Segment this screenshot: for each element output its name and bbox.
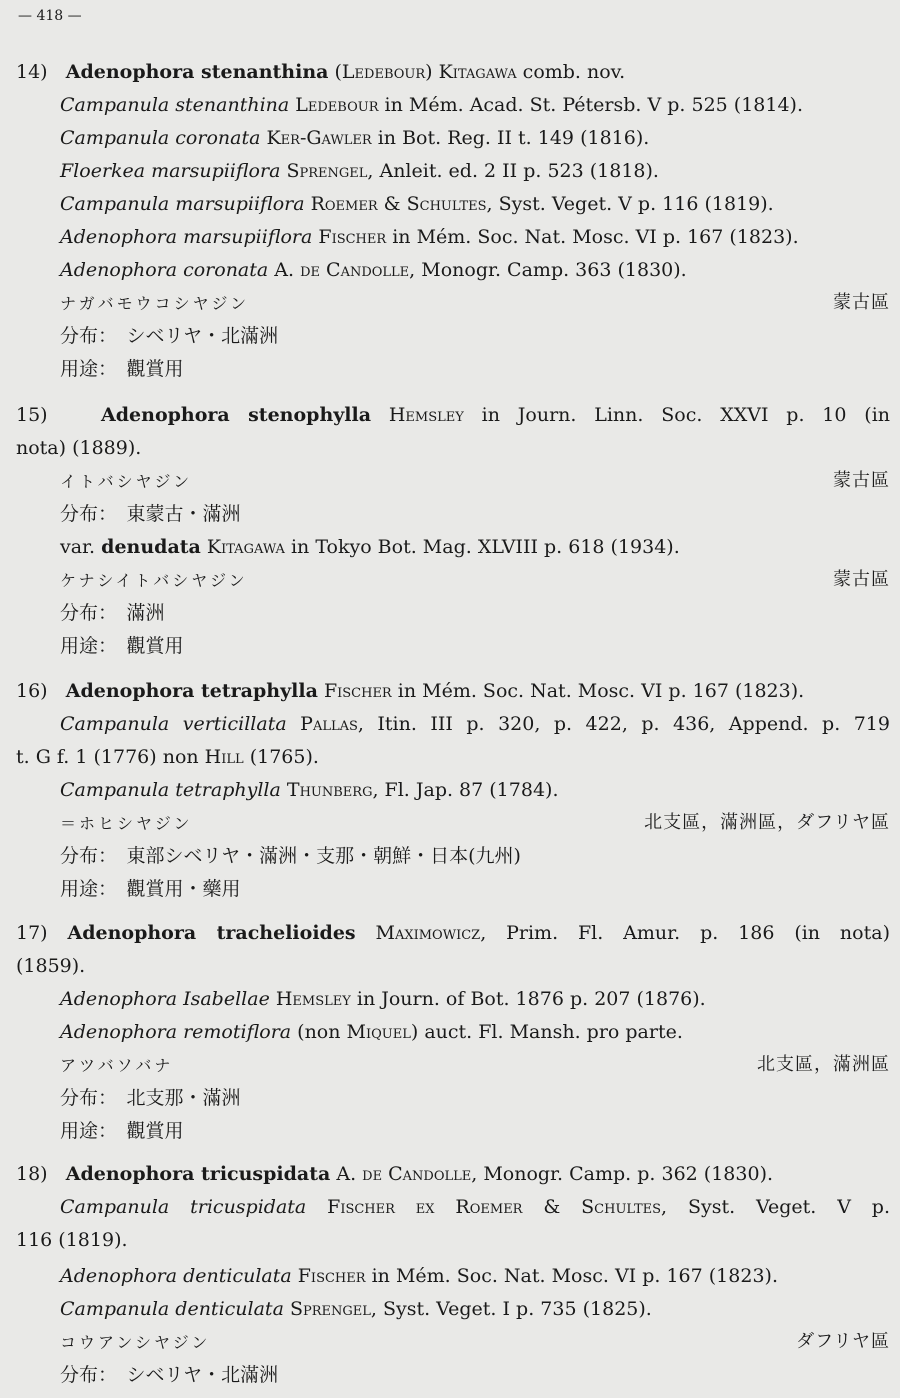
variety: var. denudata Kitagawa in Tokyo Bot. Mag. XLVIII p. 618 (1934). <box>60 536 680 558</box>
usage: 用途： 觀賞用 <box>60 358 184 380</box>
species-name: Adenophora trachelioides <box>67 922 356 944</box>
synonym: Floerkea marsupiiflora Sprengel, Anleit. ed. 2 II p. 523 (1818). <box>60 160 659 182</box>
synonym: Adenophora denticulata Fischer in Mém. Soc. Nat. Mosc. VI p. 167 (1823). <box>60 1265 778 1287</box>
synonym: Adenophora marsupiiflora Fischer in Mém. Soc. Nat. Mosc. VI p. 167 (1823). <box>60 226 799 248</box>
entry-heading: 16) Adenophora tetraphylla Fischer in Mém. Soc. Nat. Mosc. VI p. 167 (1823). <box>16 680 805 702</box>
usage: 用途： 觀賞用 <box>60 1120 184 1142</box>
page-number: — 418 — <box>18 8 82 24</box>
distribution: 分布： シベリヤ・北滿洲 <box>60 1364 279 1386</box>
japanese-name: ケナシイトバシヤジン <box>60 571 248 590</box>
synonym: Adenophora remotiflora (non Miquel) auct. Fl. Mansh. pro parte. <box>60 1021 683 1043</box>
entry-heading: 17) Adenophora trachelioides Maximowicz, Prim. Fl. Amur. p. 186 (in nota) <box>16 922 890 944</box>
synonym: Campanula stenanthina Ledebour in Mém. Acad. St. Pétersb. V p. 525 (1814). <box>60 94 804 116</box>
species-name: Adenophora tricuspidata <box>65 1163 331 1185</box>
japanese-name: イトバシヤジン <box>60 472 193 491</box>
synonym: Campanula coronata Ker-Gawler in Bot. Reg. II t. 149 (1816). <box>60 127 650 149</box>
document-page: — 418 — 14) Adenophora stenanthina (Ledebour) Kitagawa comb. nov. Campanula stenanthina Ledebour in Mém. Acad. St. Pétersb. V p. 525 (1814). Campanula coronata Ker-Gawler in Bot. Reg. II t. 149 (1816). Floerkea marsupiiflora Sprengel, Anleit. ed. 2 II p. 523 (1818). Campanula marsupiiflora Roemer & Schultes, Syst. Veget. V p. 116 (1819). Adenophora marsupiiflora Fischer in Mém. Soc. Nat. Mosc. VI p. 167 (1823). Adenophora coronata A. de Candolle, Monogr. Camp. 363 (1830). ナガバモウコシヤジン 蒙古區 分布： シベリヤ・北滿洲 用途： 觀賞用 15) Adenophora stenophylla Hemsley in Journ. Linn. Soc. XXVI p. 10 (in nota) (1889). イトバシヤジン 蒙古區 分布： 東蒙古・滿洲 var. denudata Kitagawa in Tokyo Bot. Mag. XLVIII p. 618 (1934). ケナシイトバシヤジン 蒙古區 分布： 滿洲 用途： 觀賞用 16) Adenophora tetraphylla Fischer in Mém. Soc. Nat. Mosc. VI p. 167 (1823). Campanula verticillata Pallas, Itin. III p. 320, p. 422, p. 436, Append. p. 719 t. G f. 1 (1776) non Hill (1765). Campanula tetraphylla Thunberg, Fl. Jap. 87 (1784). ＝ホヒシヤジン 北支區，滿洲區，ダフリヤ區 分布： 東部シベリヤ・滿洲・支那・朝鮮・日本(九州) 用途： 觀賞用・藥用 17) Adenophora trachelioides Maximowicz, Prim. Fl. Amur. p. 186 (in nota) (1859). Adenophora Isabellae Hemsley in Journ. of Bot. 1876 p. 207 (1876). Adenophora remotiflora (non Miquel) auct. Fl. Mansh. pro parte. アツバソバナ 北支區，滿洲區 分布： 北支那・滿洲 用途： 觀賞用 18) Adenophora tricuspidata A. de Candolle, Monogr. Camp. p. 362 (1830). Campanula tricuspidata Fischer ex Roemer & Schultes, Syst. Veget. V p. 116 (1819). Adenophora denticulata Fischer in Mém. Soc. Nat. Mosc. VI p. 167 (1823). Campanula denticulata Sprengel, Syst. Veget. I p. 735 (1825). コウアンシヤジン ダフリヤ區 分布： シベリヤ・北滿洲 <box>0 0 900 1398</box>
synonym: Campanula tetraphylla Thunberg, Fl. Jap. 87 (1784). <box>60 779 559 801</box>
distribution: 分布： 北支那・滿洲 <box>60 1087 241 1109</box>
region: 北支區，滿洲區 <box>757 1054 890 1075</box>
japanese-name: ＝ホヒシヤジン <box>60 814 193 833</box>
author: Maximowicz <box>375 922 481 944</box>
japanese-name: ナガバモウコシヤジン <box>60 294 250 313</box>
region: 北支區，滿洲區，ダフリヤ區 <box>644 812 890 833</box>
usage: 用途： 觀賞用 <box>60 635 184 657</box>
region: ダフリヤ區 <box>796 1331 890 1352</box>
entry-heading: 15) Adenophora stenophylla Hemsley in Journ. Linn. Soc. XXVI p. 10 (in <box>16 404 891 426</box>
entry-heading: 14) Adenophora stenanthina (Ledebour) Kitagawa comb. nov. <box>16 61 626 83</box>
region: 蒙古區 <box>833 292 890 313</box>
synonym: Campanula tricuspidata Fischer ex Roemer & Schultes, Syst. Veget. V p. <box>60 1196 891 1218</box>
author: Fischer <box>323 680 392 702</box>
synonym: Adenophora coronata A. de Candolle, Monogr. Camp. 363 (1830). <box>60 259 687 281</box>
japanese-name-line <box>60 808 890 838</box>
synonym: Adenophora Isabellae Hemsley in Journ. of Bot. 1876 p. 207 (1876). <box>60 988 706 1010</box>
synonym: Campanula denticulata Sprengel, Syst. Veget. I p. 735 (1825). <box>60 1298 652 1320</box>
synonym: Campanula verticillata Pallas, Itin. III p. 320, p. 422, p. 436, Append. p. 719 <box>60 713 890 735</box>
usage: 用途： 觀賞用・藥用 <box>60 878 241 900</box>
japanese-name-line <box>60 565 890 595</box>
japanese-name-line <box>60 1050 890 1080</box>
synonym: Campanula marsupiiflora Roemer & Schultes, Syst. Veget. V p. 116 (1819). <box>60 193 774 215</box>
distribution: 分布： 滿洲 <box>60 602 165 624</box>
japanese-name-line <box>60 466 890 496</box>
region: 蒙古區 <box>833 569 890 590</box>
species-name: Adenophora tetraphylla <box>65 680 318 702</box>
author: Hemsley <box>388 404 464 426</box>
japanese-name-line <box>60 288 890 318</box>
japanese-name: アツバソバナ <box>60 1056 174 1075</box>
region: 蒙古區 <box>833 470 890 491</box>
japanese-name: コウアンシヤジン <box>60 1333 211 1352</box>
author: (Ledebour) Kitagawa <box>334 61 517 83</box>
author: A. de Candolle <box>336 1163 472 1185</box>
species-name: Adenophora stenanthina <box>65 61 329 83</box>
distribution: 分布： シベリヤ・北滿洲 <box>60 325 279 347</box>
distribution: 分布： 東蒙古・滿洲 <box>60 503 241 525</box>
entry-heading: 18) Adenophora tricuspidata A. de Candolle, Monogr. Camp. p. 362 (1830). <box>16 1163 774 1185</box>
japanese-name-line <box>60 1327 890 1357</box>
species-name: Adenophora stenophylla <box>101 404 372 426</box>
distribution: 分布： 東部シベリヤ・滿洲・支那・朝鮮・日本(九州) <box>60 845 521 867</box>
